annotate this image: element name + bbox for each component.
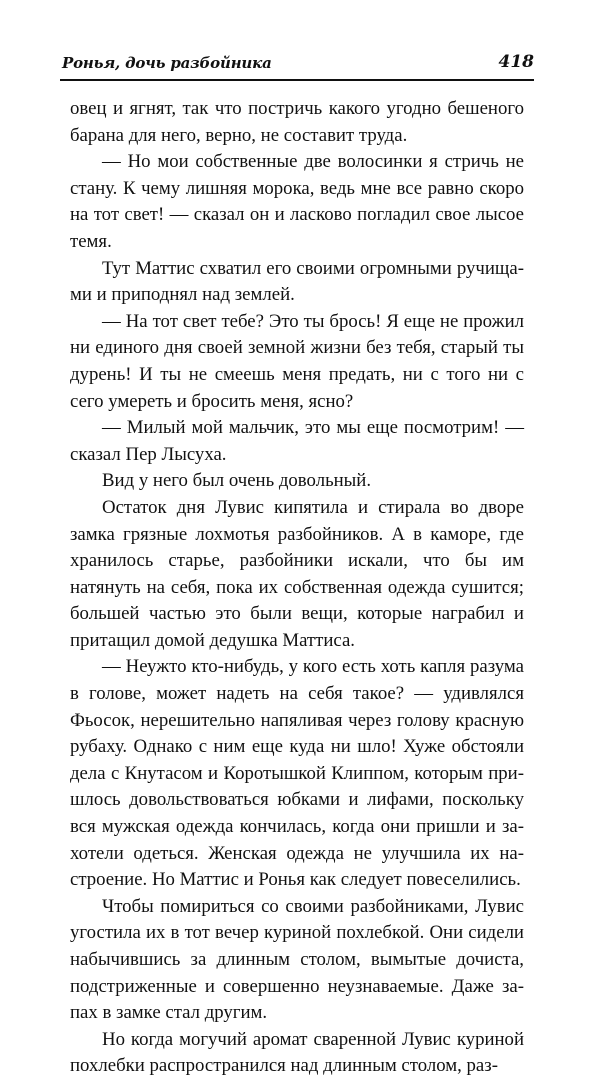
paragraph: Но когда могучий аромат сваренной Лувис куриной похлебки распространился над длинным столом, раз-	[70, 1028, 524, 1077]
paragraph: Вид у него был очень довольный.	[102, 470, 372, 492]
page-header	[60, 52, 534, 84]
paragraph: Чтобы помириться со своими разбойниками, Лувис угостила их в тот вечер куриной похлебкой. Они сидели набычившись за длинным столом, вымытые дочиста, подстриженные и совершенно неузнаваемые. Даже запах в замке стал другим.	[70, 895, 524, 1024]
paragraph: Остаток дня Лувис кипятила и стирала во дворе замка грязные лохмотья разбойников. А в каморе, где хранилось старье, разбойники искали, что бы им натянуть на себя, пока их собственная одежда сушится; большей частью это были вещи, которые награбил и притащил домой дедушка Маттиса.	[70, 496, 524, 651]
paragraph: овец и ягнят, так что постричь какого угодно бешеного барана для него, верно, не составит труда.	[70, 98, 524, 146]
paragraph: Тут Маттис схватил его своими огромными ручищами и приподнял над землей.	[70, 257, 524, 306]
page-number: 418	[498, 52, 534, 72]
paragraph: — Но мои собственные две волосинки я стричь не стану. К чему лишняя морока, ведь мне все равно скоро на тот свет! — сказал он и ласково погладил свое лысое темя.	[70, 151, 524, 252]
body-text	[70, 96, 524, 1080]
paragraph: — Неужто кто-нибудь, у кого есть хоть капля разума в голове, может надеть на себя такое? — удивлялся Фьосок, нерешительно напяливая через голову красную рубаху. Однако с ним еще куда ни шло! Хуже обстояли дела с Кнутасом и Коротышкой Клиппом, которым пришлось довольствоваться юбками и лифами, поскольку вся мужская одежда кончилась, когда они пришли и захотели одеться. Женская одежда не улучшила их настроение. Но Маттис и Ронья как следует повеселились.	[70, 656, 524, 891]
paragraph: — На тот свет тебе? Это ты брось! Я еще не прожил ни единого дня своей земной жизни без тебя, старый ты дурень! И ты не смеешь меня предать, ни с того ни с сего умереть и бросить меня, ясно?	[70, 310, 524, 412]
header-rule	[60, 79, 534, 81]
paragraph: — Милый мой мальчик, это мы еще посмотрим! — сказал Пер Лысуха.	[70, 417, 524, 465]
running-head: Ронья, дочь разбойника	[62, 54, 272, 72]
